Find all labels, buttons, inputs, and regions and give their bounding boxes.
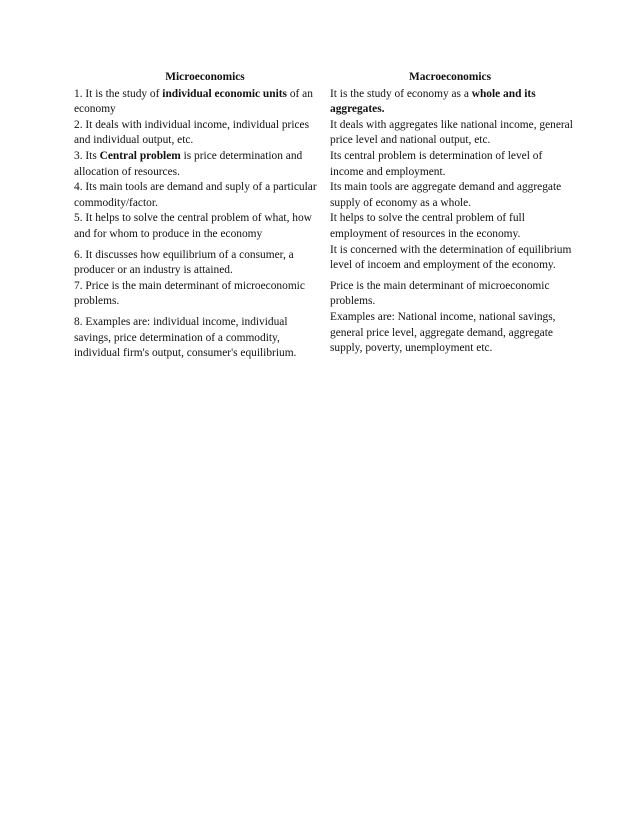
macro-point-4: Its main tools are aggregate demand and aggregate supply of economy as a whole.	[330, 181, 562, 209]
micro-point-3: 3. Its Central problem is price determination and allocation of resources.	[74, 149, 303, 178]
macro-point-7: Price is the main determinant of microeconomic problems.	[330, 279, 550, 308]
macro-point-3: Its central problem is determination of level of income and employment.	[330, 149, 543, 178]
micro-point-6: 6. It discusses how equilibrium of a consumer, a producer or an industry is attained.	[74, 248, 294, 277]
macro-point-1: It is the study of economy as a whole and its aggregates.	[330, 87, 536, 116]
comparison-table	[74, 70, 574, 362]
header-microeconomics: Microeconomics	[165, 71, 245, 83]
macro-point-5: It helps to solve the central problem of full employment of resources in the economy.	[330, 212, 525, 240]
header-macroeconomics: Macroeconomics	[408, 71, 492, 83]
micro-point-7: 7. Price is the main determinant of microeconomic problems.	[74, 279, 305, 308]
micro-point-5: 5. It helps to solve the central problem of what, how and for whom to produce in the economy	[74, 212, 312, 240]
macro-point-2: It deals with aggregates like national income, general price level and national output, etc.	[330, 118, 573, 147]
micro-point-2: 2. It deals with individual income, individual prices and individual output, etc.	[74, 118, 310, 147]
macro-point-8: Examples are: National income, national savings, general price level, aggregate demand, aggregate supply, poverty, unemployment etc.	[330, 310, 556, 355]
macro-point-6: It is concerned with the determination of equilibrium level of incoem and employment of the economy.	[330, 243, 572, 272]
micro-point-1: 1. It is the study of individual economic units of an economy	[74, 87, 313, 116]
micro-point-8: 8. Examples are: individual income, individual savings, price determination of a commodity, individual firm's output, consumer's equilibrium.	[74, 315, 297, 360]
micro-point-4: 4. Its main tools are demand and suply of a particular commodity/factor.	[74, 181, 317, 209]
